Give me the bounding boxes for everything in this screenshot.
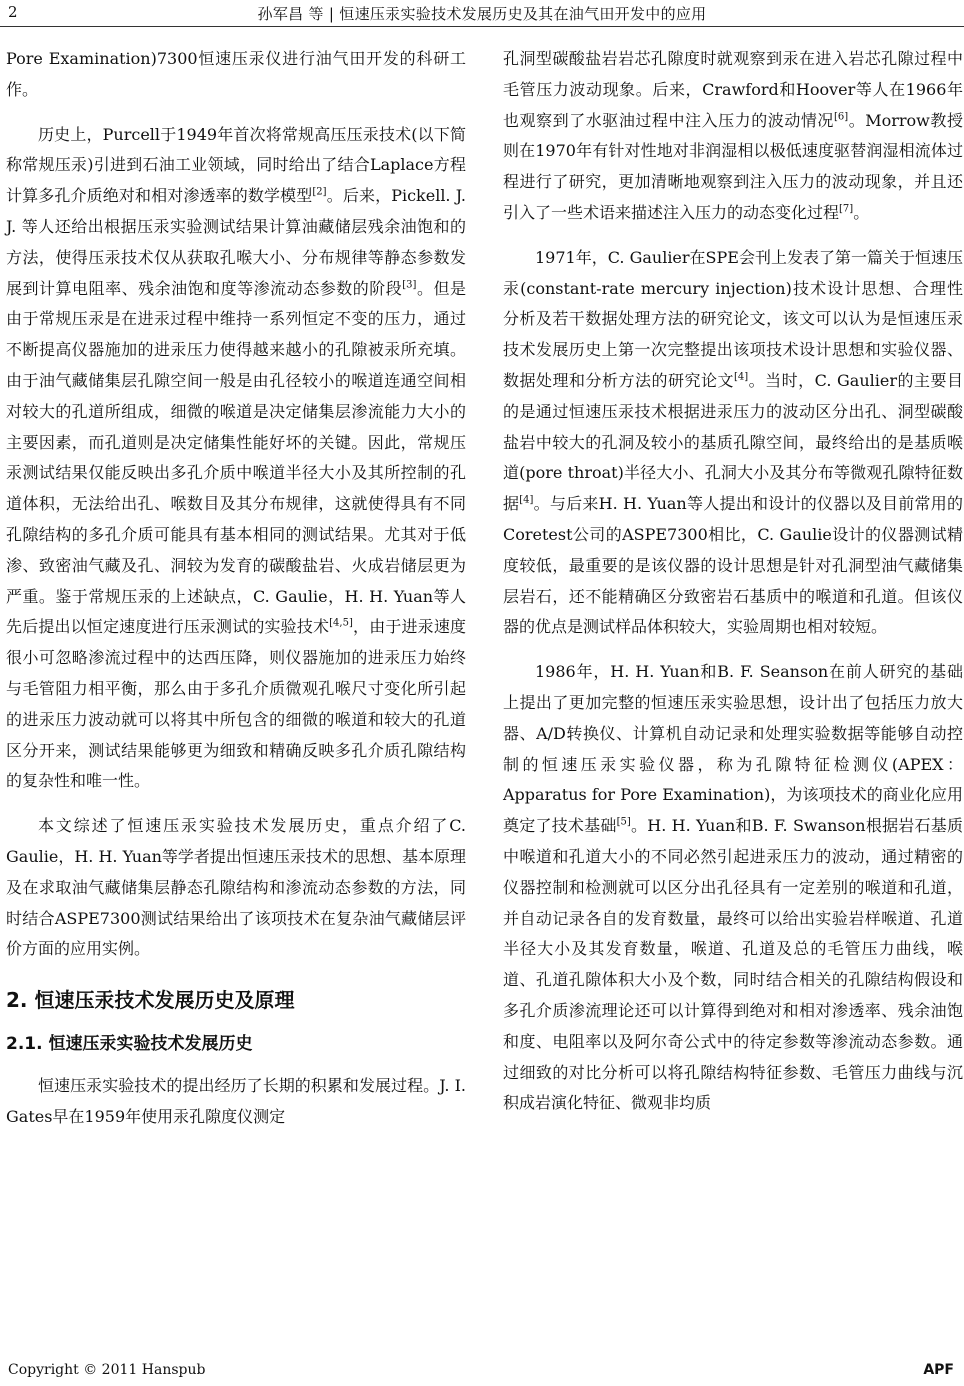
running-title: 孙军昌 等 | 恒速压汞实验技术发展历史及其在油气田开发中的应用	[257, 5, 707, 23]
subsection-heading: 2.1. 恒速压汞实验技术发展历史	[6, 1034, 253, 1055]
citation[interactable]: [5]	[616, 816, 631, 828]
right-column	[503, 44, 963, 1119]
section-heading: 2. 恒速压汞技术发展历史及原理	[6, 988, 295, 1013]
paragraph: 1971年，C. Gaulier在SPE会刊上发表了第一篇关于恒速压汞(constant-rate mercury injection)技术设计思想、合理性分析及若干数据处理方法的研究论文，该文可以认为是恒速压汞技术发展历史上第一次完整提出该项技术设计思想和实验仪器、数据处理和分析方法的研究论文[4]。当时，C. Gaulier的主要目的是通过恒速压汞技术根据进汞压力的波动区分出孔、洞型碳酸盐岩中较大的孔洞及较小的基质孔隙空间，最终给出的是基质喉道(pore throat)半径大小、孔洞大小及其分布等微观孔隙特征数据[4]。与后来H. H. Yuan等人提出和设计的仪器以及目前常用的Coretest公司的ASPE7300相比，C. Gaulie设计的仪器测试精度较低，最重要的是该仪器的设计思想是针对孔洞型油气藏储集层岩石，还不能精确区分致密岩石基质中的喉道和孔道。但该仪器的优点是测试样品体积较大，实验周期也相对较短。	[503, 247, 963, 637]
citation[interactable]: [4]	[519, 494, 534, 506]
paragraph: 恒速压汞实验技术的提出经历了长期的积累和发展过程。J. I. Gates早在1959年使用汞孔隙度仪测定	[6, 1076, 466, 1126]
citation[interactable]: [4,5]	[329, 618, 353, 630]
journal-abbreviation: APF	[923, 1362, 954, 1378]
copyright-notice: Copyright © 2011 Hanspub	[8, 1362, 206, 1378]
citation[interactable]: [2]	[312, 186, 327, 198]
citation[interactable]: [4]	[734, 371, 749, 383]
paragraph: 1986年，H. H. Yuan和B. F. Seanson在前人研究的基础上提出了更加完整的恒速压汞实验思想，设计出了包括压力放大器、A/D转换仪、计算机自动记录和处理实验数据等能够自动控制的恒速压汞实验仪器，称为孔隙特征检测仪(APEX：Apparatus for Pore Examination)，为该项技术的商业化应用奠定了技术基础[5]。H. H. Yuan和B. F. Swanson根据岩石基质中喉道和孔道大小的不同必然引起进汞压力的波动，通过精密的仪器控制和检测就可以区分出孔径具有一定差别的喉道和孔道，并自动记录各自的发育数量，最终可以给出实验岩样喉道、孔道半径大小及其发育数量，喉道、孔道及总的毛管压力曲线，喉道、孔道孔隙体积大小及个数，同时结合相关的孔隙结构假设和多孔介质渗流理论还可以计算得到绝对和相对渗透率、残余油饱和度、电阻率以及阿尔奇公式中的待定参数等渗流动态参数。通过细致的对比分析可以将孔隙结构特征参数、毛管压力曲线与沉积成岩演化特征、微观非均质	[503, 662, 963, 1113]
page-number: 2	[8, 3, 18, 21]
paragraph: 本文综述了恒速压汞实验技术发展历史，重点介绍了C. Gaulie，H. H. Yuan等学者提出恒速压汞技术的思想、基本原理及在求取油气藏储集层静态孔隙结构和渗流动态参数的方法，同时结合ASPE7300测试结果给出了该项技术在复杂油气藏储层评价方面的应用实例。	[6, 816, 466, 959]
left-column	[6, 44, 466, 1133]
citation[interactable]: [3]	[402, 279, 417, 291]
page-footer	[0, 1360, 964, 1386]
header-rule	[0, 26, 964, 27]
paragraph: 孔洞型碳酸盐岩岩芯孔隙度时就观察到汞在进入岩芯孔隙过程中毛管压力波动现象。后来，Crawford和Hoover等人在1966年也观察到了水驱油过程中注入压力的波动情况[6]。Morrow教授则在1970年有针对性地对非润湿相以极低速度驱替润湿相流体过程进行了研究，更加清晰地观察到注入压力的波动现象，并且还引入了一些术语来描述注入压力的动态变化过程[7]。	[503, 49, 963, 222]
paragraph: Pore Examination)7300恒速压汞仪进行油气田开发的科研工作。	[6, 49, 466, 99]
page-header	[0, 0, 964, 24]
citation[interactable]: [6]	[833, 111, 849, 123]
citation[interactable]: [7]	[839, 203, 854, 215]
paragraph: 历史上，Purcell于1949年首次将常规高压压汞技术(以下简称常规压汞)引进到石油工业领域，同时给出了结合Laplace方程计算多孔介质绝对和相对渗透率的数学模型[2]。后来，Pickell. J. J. 等人还给出根据压汞实验测试结果计算油藏储层残余油饱和的方法，使得压汞技术仅从获取孔喉大小、分布规律等静态参数发展到计算电阻率、残余油饱和度等渗流动态参数的阶段[3]。但是由于常规压汞是在进汞过程中维持一系列恒定不变的压力，通过不断提高仪器施加的进汞压力使得越来越小的孔隙被汞所充填。由于油气藏储集层孔隙空间一般是由孔径较小的喉道连通空间相对较大的孔道所组成，细微的喉道是决定储集层渗流能力大小的主要因素，而孔道则是决定储集性能好坏的关键。因此，常规压汞测试结果仅能反映出多孔介质中喉道半径大小及其所控制的孔道体积，无法给出孔、喉数目及其分布规律，这就使得具有不同孔隙结构的多孔介质可能具有基本相同的测试结果。尤其对于低渗、致密油气藏及孔、洞较为发育的碳酸盐岩、火成岩储层更为严重。鉴于常规压汞的上述缺点，C. Gaulie，H. H. Yuan等人先后提出以恒定速度进行压汞测试的实验技术[4,5]，由于进汞速度很小可忽略渗流过程中的达西压降，则仪器施加的进汞压力始终与毛管阻力相平衡，那么由于多孔介质微观孔喉尺寸变化所引起的进汞压力波动就可以将其中所包含的细微的喉道和较大的孔道区分开来，测试结果能够更为细致和精确反映多孔介质孔隙结构的复杂性和唯一性。	[6, 124, 466, 791]
